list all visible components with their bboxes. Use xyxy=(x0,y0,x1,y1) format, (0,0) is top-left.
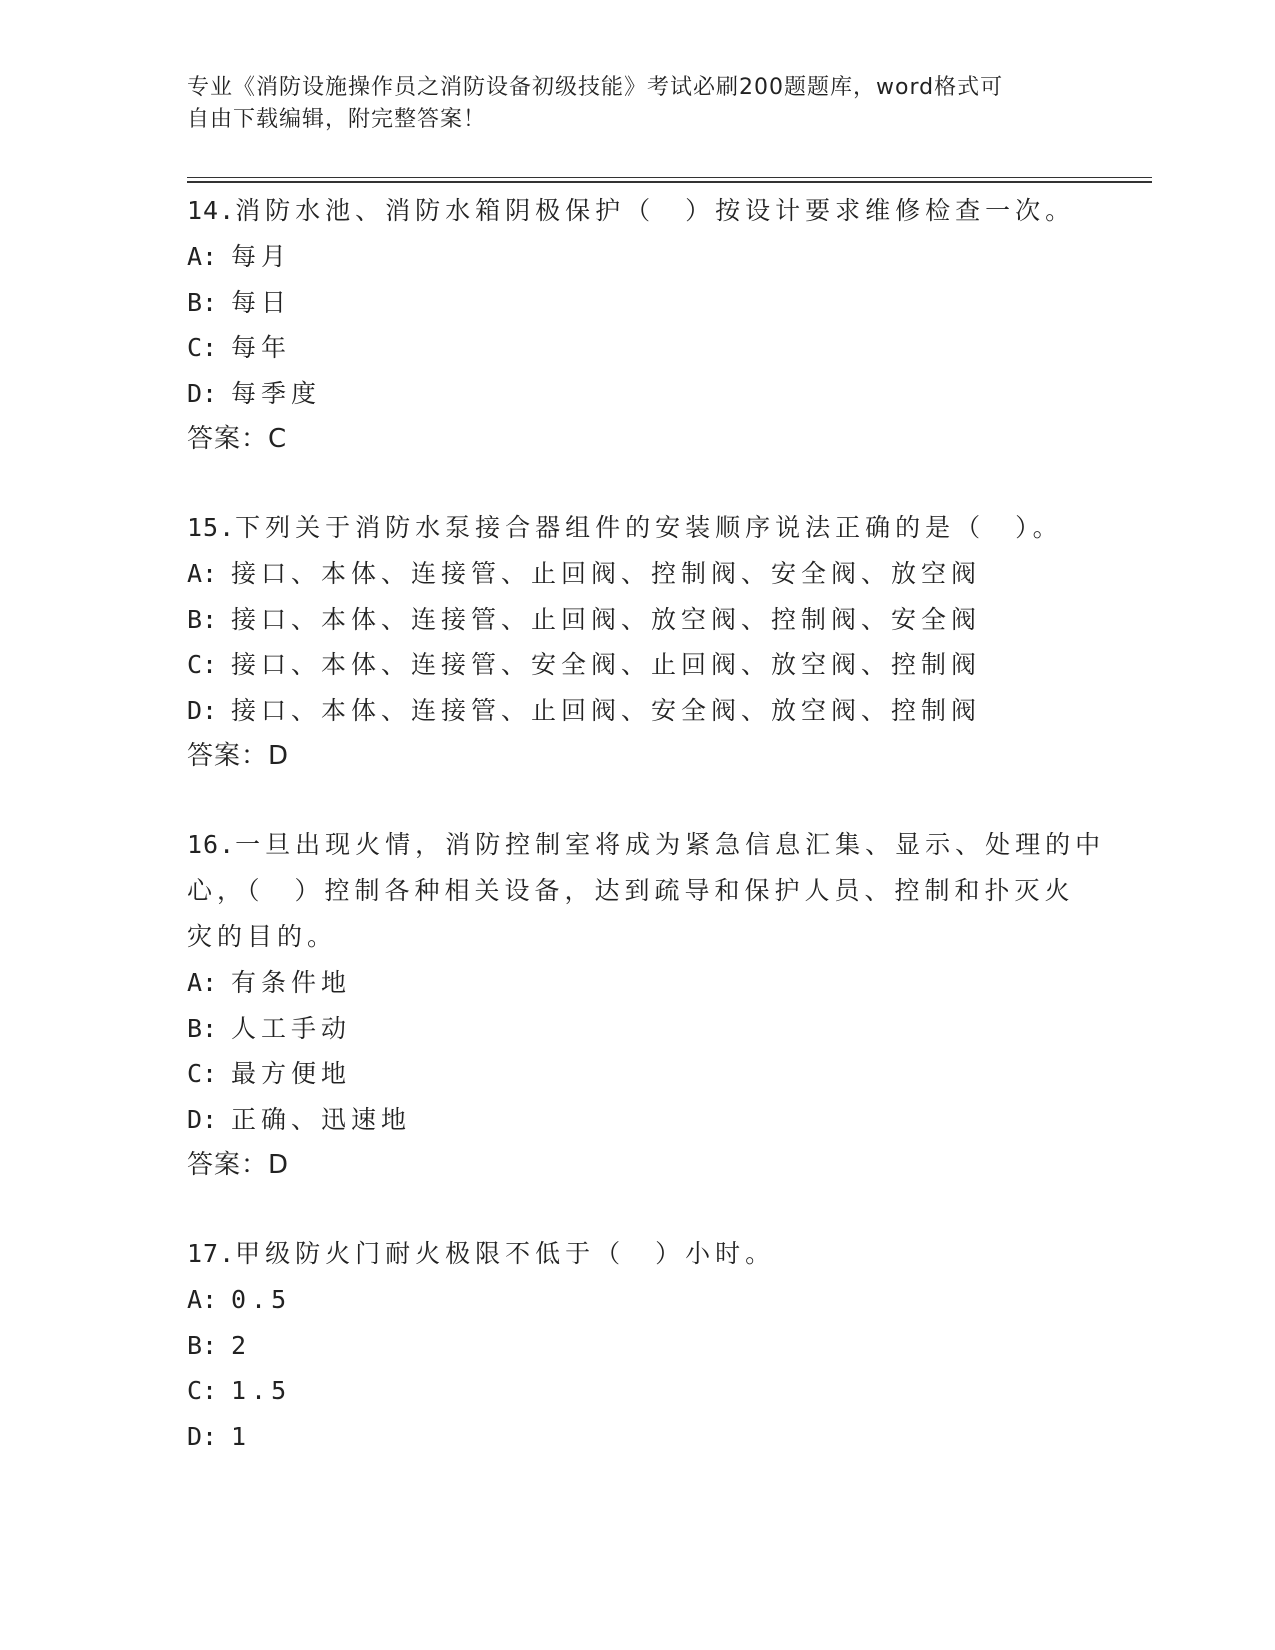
question-stem xyxy=(187,188,1087,234)
question-stem-continued: 灾的目的。 xyxy=(187,922,338,951)
option-key: A: xyxy=(187,968,218,997)
answer-line: 答案：D xyxy=(187,1150,290,1180)
header-divider-thin xyxy=(187,177,1152,178)
question-stem xyxy=(187,505,1087,551)
option-text: 最方便地 xyxy=(231,1059,352,1088)
question-14 xyxy=(187,188,1087,462)
option-text: 每日 xyxy=(231,287,292,317)
option-text: 接口、本体、连接管、止回阀、控制阀、安全阀、放空阀 xyxy=(231,559,982,588)
option-c xyxy=(187,1368,1087,1414)
option-key: C: xyxy=(187,1059,218,1088)
option-text: 接口、本体、连接管、止回阀、安全阀、放空阀、控制阀 xyxy=(231,695,982,725)
question-16 xyxy=(187,822,1106,1188)
question-17 xyxy=(187,1231,1087,1459)
question-stem xyxy=(187,822,1106,868)
question-stem xyxy=(187,1231,1087,1277)
option-text: 接口、本体、连接管、安全阀、止回阀、放空阀、控制阀 xyxy=(231,650,982,679)
option-a xyxy=(187,960,1087,1006)
option-c xyxy=(187,325,1087,371)
option-key: C: xyxy=(187,333,218,362)
question-stem-text: 消防水池、消防水箱阴极保护（ ）按设计要求维修检查一次。 xyxy=(235,196,1076,225)
option-text: 1 xyxy=(231,1421,252,1451)
answer-line: 答案：C xyxy=(187,424,288,454)
option-d xyxy=(187,1097,1087,1143)
option-text: 0.5 xyxy=(231,1285,292,1314)
option-text: 每季度 xyxy=(231,378,322,408)
option-text: 每年 xyxy=(231,333,292,362)
option-d xyxy=(187,688,1087,734)
answer-line: 答案：D xyxy=(187,741,290,771)
option-text: 1.5 xyxy=(231,1376,292,1405)
question-stem-text: 一旦出现火情，消防控制室将成为紧急信息汇集、显示、处理的中 xyxy=(235,830,1106,859)
header-divider-thick xyxy=(187,181,1152,183)
option-text: 2 xyxy=(231,1330,252,1360)
option-text: 人工手动 xyxy=(231,1013,352,1043)
option-b xyxy=(187,1323,1087,1369)
option-key: D: xyxy=(187,695,218,725)
option-c xyxy=(187,1051,1087,1097)
option-b xyxy=(187,1006,1087,1052)
question-stem-continued: 心，（ ）控制各种相关设备，达到疏导和保护人员、控制和扑灭火 xyxy=(187,876,1075,905)
option-text: 每月 xyxy=(231,242,292,271)
option-d xyxy=(187,1414,1087,1460)
option-key: D: xyxy=(187,1421,218,1451)
question-list xyxy=(187,188,1106,1502)
option-key: B: xyxy=(187,604,218,634)
question-stem-text: 甲级防火门耐火极限不低于（ ）小时。 xyxy=(235,1239,776,1268)
option-text: 有条件地 xyxy=(231,968,352,997)
option-key: B: xyxy=(187,1013,218,1043)
question-number: 17. xyxy=(187,1239,236,1268)
option-key: A: xyxy=(187,559,218,588)
question-15 xyxy=(187,505,1087,779)
option-key: A: xyxy=(187,1285,218,1314)
option-a xyxy=(187,551,1087,597)
option-text: 正确、迅速地 xyxy=(231,1104,412,1134)
option-key: C: xyxy=(187,650,218,679)
option-a xyxy=(187,1277,1087,1323)
option-key: A: xyxy=(187,242,218,271)
option-key: D: xyxy=(187,1104,218,1134)
option-d xyxy=(187,371,1087,417)
question-number: 14. xyxy=(187,196,236,225)
option-c xyxy=(187,642,1087,688)
option-key: B: xyxy=(187,287,218,317)
option-text: 接口、本体、连接管、止回阀、放空阀、控制阀、安全阀 xyxy=(231,604,982,634)
header-line-2: 自由下载编辑，附完整答案！ xyxy=(187,107,487,132)
option-b xyxy=(187,597,1087,643)
document-header xyxy=(187,72,1067,136)
header-line-1: 专业《消防设施操作员之消防设备初级技能》考试必刷200题题库，word格式可 xyxy=(187,75,1004,100)
question-stem-text: 下列关于消防水泵接合器组件的安装顺序说法正确的是（ ）。 xyxy=(235,513,1063,542)
option-b xyxy=(187,280,1087,326)
question-number: 15. xyxy=(187,513,236,542)
option-key: C: xyxy=(187,1376,218,1405)
option-a xyxy=(187,234,1087,280)
option-key: D: xyxy=(187,378,218,408)
option-key: B: xyxy=(187,1330,218,1360)
question-number: 16. xyxy=(187,830,236,859)
